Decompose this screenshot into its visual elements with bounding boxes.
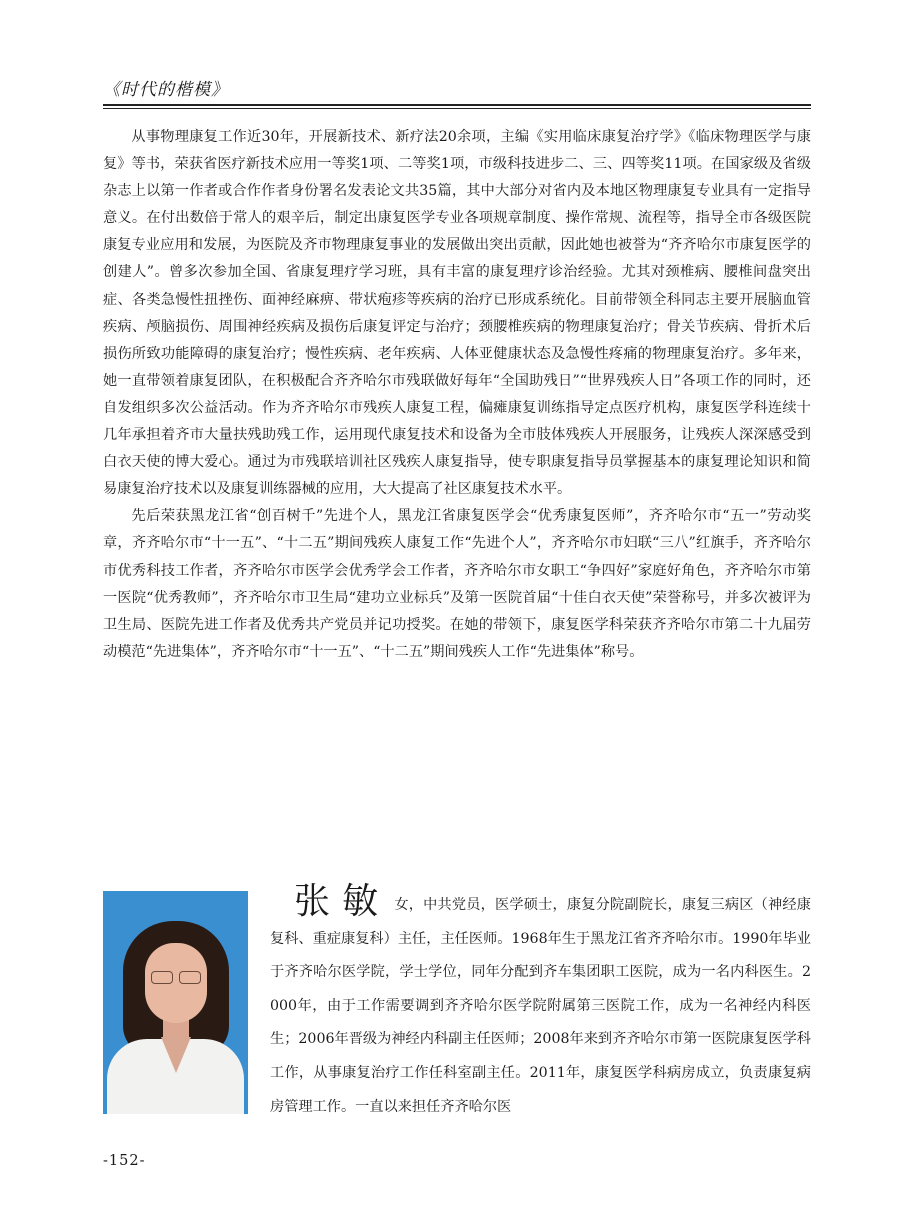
header-title: 《时代的楷模》: [103, 80, 229, 100]
page-number: -152-: [103, 1153, 146, 1169]
portrait-glasses-right: [179, 971, 201, 984]
running-header: [103, 78, 811, 108]
biography-section: [103, 881, 811, 1124]
header-rule-thick: [103, 104, 811, 106]
header-rule-thin: [103, 108, 811, 109]
paragraph-honors: 先后荣获黑龙江省“创百树千”先进个人，黑龙江省康复医学会“优秀康复医师”，齐齐哈尔市“五一”劳动奖章，齐齐哈尔市“十一五”、“十二五”期间残疾人康复工作“先进个人”，齐齐哈尔市妇联“三八”红旗手，齐齐哈尔市优秀科技工作者，齐齐哈尔市医学会优秀学会工作者，齐齐哈尔市女职工“争四好”家庭好角色，齐齐哈尔市第一医院“优秀教师”，齐齐哈尔市卫生局“建功立业标兵”及第一医院首届“十佳白衣天使”荣誉称号，并多次被评为卫生局、医院先进工作者及优秀共产党员并记功授奖。在她的带领下，康复医学科荣获齐齐哈尔市第二十九届劳动模范“先进集体”，齐齐哈尔市“十一五”、“十二五”期间残疾人工作“先进集体”称号。: [103, 508, 811, 660]
main-article: [103, 124, 811, 666]
portrait-photo: [103, 891, 248, 1114]
biography-name: 张敏: [294, 881, 391, 922]
biography-body: 女，中共党员，医学硕士，康复分院副院长，康复三病区（神经康复科、重症康复科）主任，主任医师。1968年生于黑龙江省齐齐哈尔市。1990年毕业于齐齐哈尔医学院，学士学位，同年分配到齐车集团职工医院，成为一名内科医生。2000年，由于工作需要调到齐齐哈尔医学院附属第三医院工作，成为一名神经内科医生；2006年晋级为神经内科副主任医师；2008年来到齐齐哈尔市第一医院康复医学科工作，从事康复治疗工作任科室副主任。2011年，康复医学科病房成立，负责康复病房管理工作。一直以来担任齐齐哈尔医: [270, 897, 811, 1115]
paragraph-career: 从事物理康复工作近30年，开展新技术、新疗法20余项，主编《实用临床康复治疗学》《临床物理医学与康复》等书，荣获省医疗新技术应用一等奖1项、二等奖1项，市级科技进步二、三、四等奖11项。在国家级及省级杂志上以第一作者或合作作者身份署名发表论文共35篇，其中大部分对省内及本地区物理康复专业具有一定指导意义。在付出数倍于常人的艰辛后，制定出康复医学专业各项规章制度、操作常规、流程等，指导全市各级医院康复专业应用和发展，为医院及齐市物理康复事业的发展做出突出贡献，因此她也被誉为“齐齐哈尔市康复医学的创建人”。曾多次参加全国、省康复理疗学习班，具有丰富的康复理疗诊治经验。尤其对颈椎病、腰椎间盘突出症、各类急慢性扭挫伤、面神经麻痹、带状疱疹等疾病的治疗已形成系统化。目前带领全科同志主要开展脑血管疾病、颅脑损伤、周围神经疾病及损伤后康复评定与治疗；颈腰椎疾病的物理康复治疗；骨关节疾病、骨折术后损伤所致功能障碍的康复治疗；慢性疾病、老年疾病、人体亚健康状态及急慢性疼痛的物理康复治疗。多年来，她一直带领着康复团队，在积极配合齐齐哈尔市残联做好每年“全国助残日”“世界残疾人日”各项工作的同时，还自发组织多次公益活动。作为齐齐哈尔市残疾人康复工程，偏瘫康复训练指导定点医疗机构，康复医学科连续十几年承担着齐市大量扶残助残工作，运用现代康复技术和设备为全市肢体残疾人开展服务，让残疾人深深感受到白衣天使的博大爱心。通过为市残联培训社区残疾人康复指导，使专职康复指导员掌握基本的康复理论知识和简易康复治疗技术以及康复训练器械的应用，大大提高了社区康复技术水平。: [103, 129, 811, 498]
portrait-glasses-left: [151, 971, 173, 984]
